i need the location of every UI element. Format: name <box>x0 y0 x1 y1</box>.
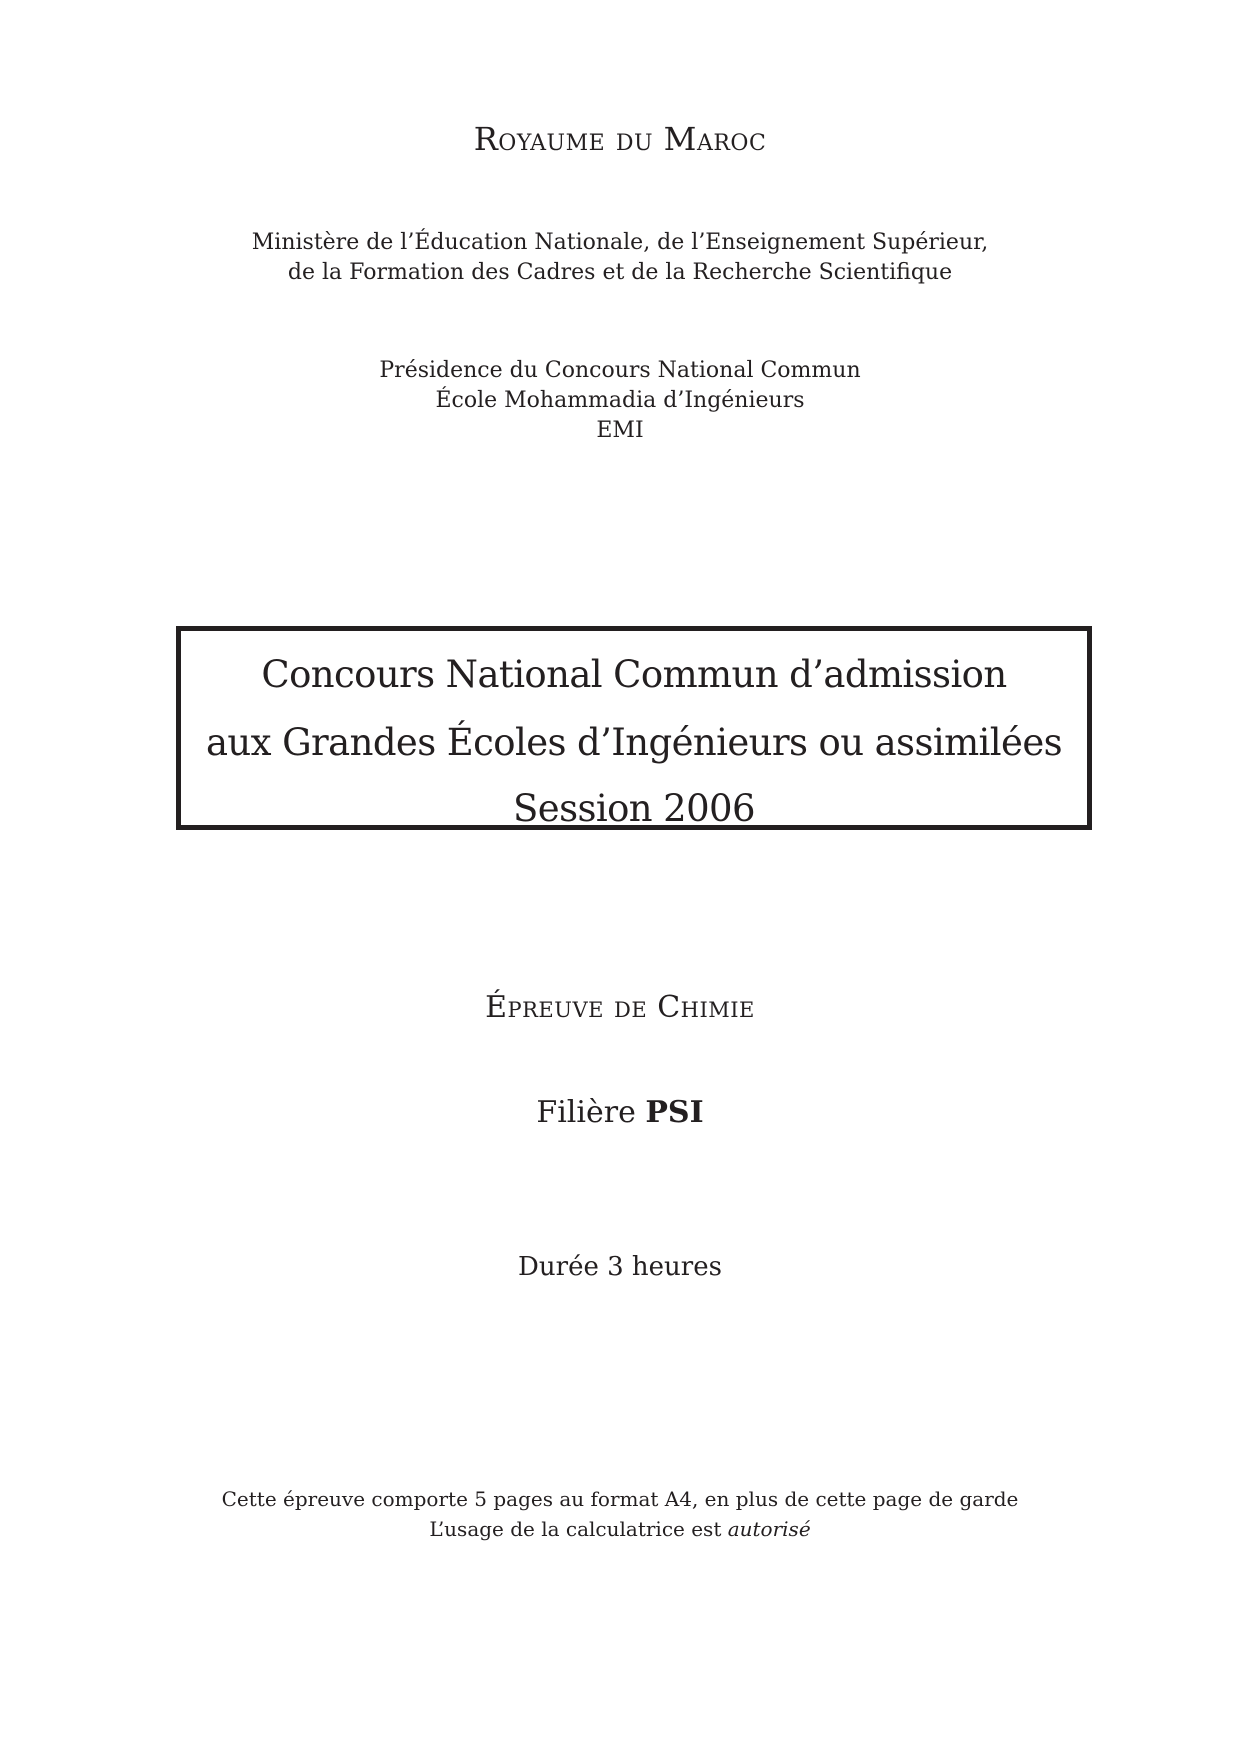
ministry-line-1: Ministère de l’Éducation Nationale, de l’Enseignement Supérieur, <box>251 230 989 255</box>
footer-line-2 <box>0 1514 1240 1544</box>
duration: Durée 3 heures <box>518 1252 722 1282</box>
footer-line-2-emphasis: autorisé <box>727 1517 811 1541</box>
title-session: Session 2006 <box>513 787 755 830</box>
track-code: PSI <box>645 1095 704 1130</box>
footer-notes <box>0 1484 1240 1544</box>
title-line-1: Concours National Commun d’admission <box>261 653 1007 696</box>
exam-name: Épreuve de Chimie <box>485 990 755 1025</box>
presidency-line-1: Présidence du Concours National Commun <box>379 358 861 383</box>
track-prefix: Filière <box>536 1095 646 1130</box>
presidency-line-2: École Mohammadia d’Ingénieurs <box>435 388 805 413</box>
country-heading: Royaume du Maroc <box>473 120 767 158</box>
track-line <box>0 1095 1240 1130</box>
ministry-line-2: de la Formation des Cadres et de la Recherche Scientifique <box>287 260 953 285</box>
ministry-block <box>0 228 1240 288</box>
footer-line-2-prefix: L’usage de la calculatrice est <box>429 1517 728 1541</box>
presidency-block <box>0 356 1240 446</box>
footer-line-1: Cette épreuve comporte 5 pages au format A4, en plus de cette page de garde <box>221 1487 1019 1511</box>
presidency-line-3: EMI <box>596 418 644 443</box>
title-box <box>176 626 1092 830</box>
title-line-2: aux Grandes Écoles d’Ingénieurs ou assimilées <box>205 721 1063 764</box>
